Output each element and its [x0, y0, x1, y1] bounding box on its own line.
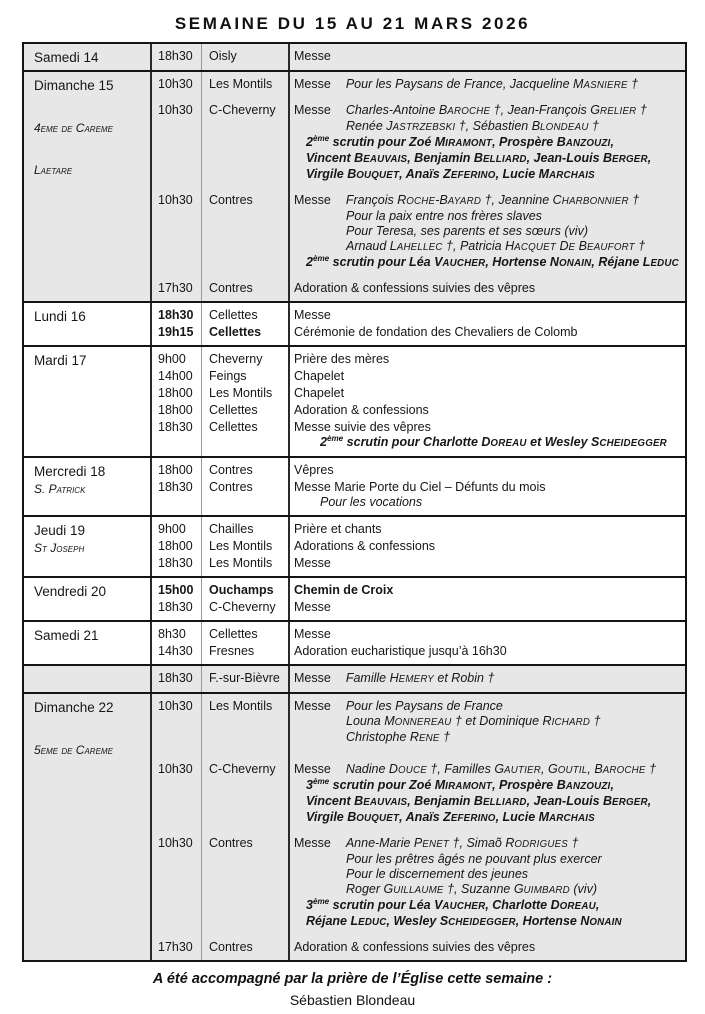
event-row [151, 761, 685, 827]
description-line [346, 867, 681, 882]
column-separator [150, 72, 152, 301]
column-separator [150, 666, 152, 692]
day-block [24, 692, 685, 960]
event-description [289, 699, 685, 746]
text-segment: Pour les vocations [320, 495, 423, 509]
event-row [151, 307, 685, 324]
event-list [151, 517, 685, 576]
event-place: Cellettes [209, 308, 258, 322]
description-line [294, 940, 681, 955]
text-segment: Chemin de Croix [294, 583, 394, 597]
event-description [289, 762, 685, 826]
text-segment: Nadine DOUCE †, Familles GAUTIER, GOUTIL, BAROCHE † [345, 762, 657, 776]
event-row [151, 582, 685, 599]
event-time: 18h30 [158, 49, 193, 63]
text-segment: Vêpres [294, 463, 334, 477]
event-row [151, 670, 685, 688]
text-segment: Roger GUILLAUME †, Suzanne GUIMBARD (viv) [346, 882, 597, 896]
event-description [289, 369, 685, 384]
text-segment: 2ème scrutin pour Léa VAUCHER, Hortense NONAIN, Réjane LEDUC [306, 253, 679, 269]
description-line [294, 49, 681, 64]
text-segment: Prière des mères [294, 352, 390, 366]
event-row [151, 402, 685, 419]
description-line [320, 495, 681, 510]
day-block [24, 345, 685, 456]
event-place: C-Cheverny [209, 600, 276, 614]
description-line [346, 239, 681, 255]
event-time: 10h30 [158, 193, 193, 207]
event-description [289, 77, 685, 93]
event-description [289, 671, 685, 687]
column-separator [288, 666, 290, 692]
description-line [294, 369, 681, 384]
event-list [151, 622, 685, 664]
day-label: Jeudi 19 [34, 523, 86, 538]
column-separator [201, 622, 202, 664]
description-line [306, 778, 681, 794]
column-separator [288, 347, 290, 456]
column-separator [201, 694, 202, 960]
text-segment: Pour les Paysans de France, Jacqueline MASNIERE † [345, 77, 639, 91]
event-place: Feings [209, 369, 247, 383]
text-segment: Adorations & confessions [294, 539, 436, 553]
column-separator [201, 458, 202, 515]
event-row [151, 643, 685, 660]
text-segment: Pour les prêtres âgés ne pouvant plus exercer [346, 852, 602, 866]
day-subtitle: Laetare [34, 163, 73, 177]
day-subtitle: S. Patrick [34, 482, 86, 496]
column-separator [201, 72, 202, 301]
event-time: 10h30 [158, 103, 193, 117]
text-segment: Adoration & confessions suivies des vêpres [294, 281, 536, 295]
description-line [294, 600, 681, 615]
day-label: Samedi 21 [34, 628, 99, 643]
day-cell [24, 44, 151, 70]
day-cell [24, 517, 151, 576]
footer-note: A été accompagné par la prière de l’Église cette semaine : [152, 971, 553, 987]
description-line [294, 386, 681, 401]
event-row [151, 479, 685, 511]
event-time: 10h30 [158, 77, 193, 91]
column-separator [150, 44, 152, 70]
event-time: 17h30 [158, 281, 193, 295]
column-separator [288, 44, 290, 70]
text-segment: 2ème scrutin pour Zoé MIRAMONT, Prospère BANZOUZI, [306, 133, 614, 149]
description-line [320, 435, 681, 451]
text-segment: Pour Teresa, ses parents et ses sœurs (viv) [346, 224, 588, 238]
text-segment: Messe [294, 836, 331, 850]
column-separator [288, 458, 290, 515]
text-segment: Renée JASTRZEBSKI †, Sébastien BLONDEAU † [346, 119, 600, 133]
column-separator [150, 622, 152, 664]
column-separator [201, 44, 202, 70]
event-time: 10h30 [158, 699, 193, 713]
text-segment: Messe [294, 193, 331, 207]
description-line [294, 522, 681, 537]
day-subtitle: St Joseph [34, 541, 85, 555]
description-line [294, 403, 681, 418]
event-place: Chailles [209, 522, 254, 536]
description-line [294, 325, 681, 340]
column-separator [288, 622, 290, 664]
event-list [151, 347, 685, 456]
event-list [151, 44, 685, 70]
description-line [346, 209, 681, 224]
text-segment: Cérémonie de fondation des Chevaliers de Colomb [294, 325, 578, 339]
event-time: 18h00 [158, 386, 193, 400]
event-row [151, 555, 685, 572]
event-time: 18h00 [158, 539, 193, 553]
event-list [151, 694, 685, 960]
day-label: Samedi 14 [34, 50, 99, 65]
text-segment: Chapelet [294, 386, 345, 400]
event-row [151, 419, 685, 452]
description-line [306, 898, 681, 914]
event-time: 10h30 [158, 836, 193, 850]
day-label: Mardi 17 [34, 353, 87, 368]
event-place: Contres [209, 480, 253, 494]
text-segment: Prière et chants [294, 522, 382, 536]
description-line [294, 308, 681, 323]
text-segment: Pour la paix entre nos frères slaves [346, 209, 542, 223]
event-list [151, 578, 685, 620]
event-time: 14h30 [158, 644, 193, 658]
event-row [151, 280, 685, 297]
text-segment: Messe [294, 103, 331, 117]
description-line [346, 852, 681, 867]
event-place: Les Montils [209, 699, 273, 713]
event-row [151, 385, 685, 402]
text-segment: Messe [294, 627, 331, 641]
event-list [151, 666, 685, 692]
event-row [151, 698, 685, 747]
description-line [346, 882, 681, 898]
event-description [289, 193, 685, 271]
event-row [151, 324, 685, 341]
event-description [289, 103, 685, 183]
description-line [294, 671, 681, 687]
event-place: Contres [209, 281, 253, 295]
event-time: 10h30 [158, 762, 193, 776]
text-segment: Vincent BEAUVAIS, Benjamin BELLIARD, Jean-Louis BERGER, [306, 794, 652, 808]
event-description [289, 480, 685, 510]
event-place: Les Montils [209, 556, 273, 570]
event-place: Fresnes [209, 644, 255, 658]
event-list [151, 458, 685, 515]
day-cell [24, 578, 151, 620]
text-segment: François ROCHE-BAYARD †, Jeannine CHARBONNIER † [345, 193, 640, 207]
column-separator [288, 72, 290, 301]
event-description [289, 420, 685, 451]
event-row [151, 521, 685, 538]
day-label: Mercredi 18 [34, 464, 106, 479]
column-separator [201, 517, 202, 576]
event-description [289, 49, 685, 64]
event-place: Les Montils [209, 386, 273, 400]
description-line [346, 224, 681, 239]
event-description [289, 940, 685, 955]
column-separator [201, 578, 202, 620]
day-cell [24, 622, 151, 664]
column-separator [150, 458, 152, 515]
column-separator [150, 694, 152, 960]
text-segment: Adoration & confessions suivies des vêpres [294, 940, 536, 954]
text-segment: Réjane LEDUC, Wesley SCHEIDEGGER, Hortense NONAIN [306, 914, 622, 928]
event-description [289, 644, 685, 659]
event-time: 8h30 [158, 627, 186, 641]
text-segment: Adoration & confessions [294, 403, 429, 417]
text-segment: 2ème scrutin pour Charlotte DOREAU et Wesley SCHEIDEGGER [320, 433, 667, 449]
description-line [294, 583, 681, 598]
event-description [289, 386, 685, 401]
day-label: Dimanche 22 [34, 700, 114, 715]
description-line [294, 627, 681, 642]
event-place: Cheverny [209, 352, 263, 366]
text-segment: Messe [294, 762, 331, 776]
day-block [24, 301, 685, 345]
event-place: F.-sur-Bièvre [209, 671, 280, 685]
event-time: 18h00 [158, 403, 193, 417]
event-place: C-Cheverny [209, 762, 276, 776]
day-block [24, 70, 685, 301]
event-description [289, 281, 685, 296]
text-segment: Louna MONNEREAU † et Dominique RICHARD † [346, 714, 601, 728]
description-line [306, 914, 681, 930]
day-block [24, 515, 685, 576]
description-line [294, 699, 681, 714]
day-block [24, 620, 685, 664]
text-segment: Messe suivie des vêpres [294, 420, 431, 434]
column-separator [288, 694, 290, 960]
column-separator [150, 578, 152, 620]
day-cell [24, 303, 151, 345]
day-cell [24, 458, 151, 515]
day-cell [24, 666, 151, 692]
event-time: 18h30 [158, 600, 193, 614]
description-line [294, 352, 681, 367]
text-segment: Adoration eucharistique jusqu’à 16h30 [294, 644, 507, 658]
description-line [306, 151, 681, 167]
description-line [294, 644, 681, 659]
text-segment: Famille HEMERY et Robin † [345, 671, 495, 685]
column-separator [201, 303, 202, 345]
text-segment: Messe [294, 699, 331, 713]
text-segment: Christophe RENE † [346, 730, 451, 744]
column-separator [201, 666, 202, 692]
event-row [151, 76, 685, 94]
text-segment: Messe Marie Porte du Ciel – Défunts du mois [294, 480, 546, 494]
event-row [151, 192, 685, 272]
day-label: Lundi 16 [34, 309, 86, 324]
text-segment: Vincent BEAUVAIS, Benjamin BELLIARD, Jean-Louis BERGER, [306, 151, 652, 165]
event-place: Contres [209, 940, 253, 954]
text-segment: 3ème scrutin pour Léa VAUCHER, Charlotte DOREAU, [306, 896, 600, 912]
event-place: Contres [209, 836, 253, 850]
description-line [306, 255, 681, 271]
event-place: Ouchamps [209, 583, 274, 597]
event-time: 18h30 [158, 671, 193, 685]
column-separator [201, 347, 202, 456]
event-row [151, 939, 685, 956]
footer-name: Sébastien Blondeau [289, 992, 416, 1008]
event-time: 17h30 [158, 940, 193, 954]
event-description [289, 539, 685, 554]
text-segment: Messe [294, 49, 331, 63]
text-segment: Messe [294, 77, 331, 91]
event-row [151, 48, 685, 65]
page-title: SEMAINE DU 15 AU 21 MARS 2026 [174, 14, 531, 33]
event-time: 9h00 [158, 352, 186, 366]
event-place: Cellettes [209, 325, 262, 339]
description-line [346, 730, 681, 746]
column-separator [150, 347, 152, 456]
event-place: C-Cheverny [209, 103, 276, 117]
column-separator [288, 578, 290, 620]
event-description [289, 836, 685, 930]
event-description [289, 556, 685, 571]
event-place: Les Montils [209, 539, 273, 553]
day-subtitle: 4eme de Careme [34, 121, 113, 135]
day-label: Dimanche 15 [34, 78, 114, 93]
column-separator [288, 303, 290, 345]
column-separator [288, 517, 290, 576]
text-segment: Virgile BOUQUET, Anaïs ZEFERINO, Lucie MARCHAIS [306, 167, 595, 181]
event-row [151, 368, 685, 385]
event-description [289, 522, 685, 537]
event-description [289, 325, 685, 340]
description-line [294, 539, 681, 554]
event-time: 19h15 [158, 325, 194, 339]
text-segment: Charles-Antoine BAROCHE †, Jean-François GRELIER † [345, 103, 647, 117]
event-place: Cellettes [209, 627, 258, 641]
event-row [151, 599, 685, 616]
text-segment: Virgile BOUQUET, Anaïs ZEFERINO, Lucie MARCHAIS [306, 810, 595, 824]
event-row [151, 462, 685, 479]
text-segment: Chapelet [294, 369, 345, 383]
column-separator [150, 303, 152, 345]
description-line [294, 193, 681, 209]
event-time: 18h30 [158, 420, 193, 434]
description-line [346, 119, 681, 135]
event-list [151, 72, 685, 301]
event-place: Contres [209, 463, 253, 477]
description-line [306, 167, 681, 183]
description-line [306, 794, 681, 810]
day-cell [24, 347, 151, 456]
description-line [306, 135, 681, 151]
event-row [151, 102, 685, 184]
event-description [289, 600, 685, 615]
day-subtitle: 5eme de Careme [34, 743, 113, 757]
day-block [24, 456, 685, 515]
day-cell [24, 694, 151, 960]
day-block [24, 664, 685, 692]
event-place: Oisly [209, 49, 237, 63]
event-place: Cellettes [209, 420, 258, 434]
event-time: 14h00 [158, 369, 193, 383]
description-line [294, 281, 681, 296]
event-time: 18h30 [158, 556, 193, 570]
day-label: Vendredi 20 [34, 584, 107, 599]
event-description [289, 403, 685, 418]
event-place: Les Montils [209, 77, 273, 91]
description-line [294, 77, 681, 93]
text-segment: Messe [294, 556, 331, 570]
description-line [294, 480, 681, 495]
event-description [289, 463, 685, 478]
event-row [151, 626, 685, 643]
text-segment: 3ème scrutin pour Zoé MIRAMONT, Prospère BANZOUZI, [306, 776, 614, 792]
description-line [294, 836, 681, 852]
text-segment: Pour le discernement des jeunes [346, 867, 529, 881]
text-segment: Anne-Marie PENET †, Simaõ RODRIGUES † [345, 836, 579, 850]
event-description [289, 627, 685, 642]
event-place: Contres [209, 193, 253, 207]
day-block [24, 576, 685, 620]
text-segment: Arnaud LAHELLEC †, Patricia HACQUET DE BEAUFORT † [346, 239, 646, 253]
event-list [151, 303, 685, 345]
day-block [24, 44, 685, 70]
text-segment: Messe [294, 671, 331, 685]
description-line [294, 420, 681, 435]
event-description [289, 352, 685, 367]
day-cell [24, 72, 151, 301]
event-row [151, 351, 685, 368]
description-line [306, 810, 681, 826]
event-time: 15h00 [158, 583, 194, 597]
schedule-table [22, 42, 687, 962]
event-row [151, 538, 685, 555]
event-time: 18h30 [158, 480, 193, 494]
description-line [294, 762, 681, 778]
event-place: Cellettes [209, 403, 258, 417]
event-time: 9h00 [158, 522, 186, 536]
text-segment: Pour les Paysans de France [345, 699, 503, 713]
text-segment: Messe [294, 308, 331, 322]
description-line [294, 103, 681, 119]
event-row [151, 835, 685, 931]
event-time: 18h30 [158, 308, 194, 322]
description-line [294, 463, 681, 478]
event-description [289, 308, 685, 323]
event-time: 18h00 [158, 463, 193, 477]
event-description [289, 583, 685, 598]
text-segment: Messe [294, 600, 331, 614]
description-line [294, 556, 681, 571]
description-line [346, 714, 681, 730]
column-separator [150, 517, 152, 576]
